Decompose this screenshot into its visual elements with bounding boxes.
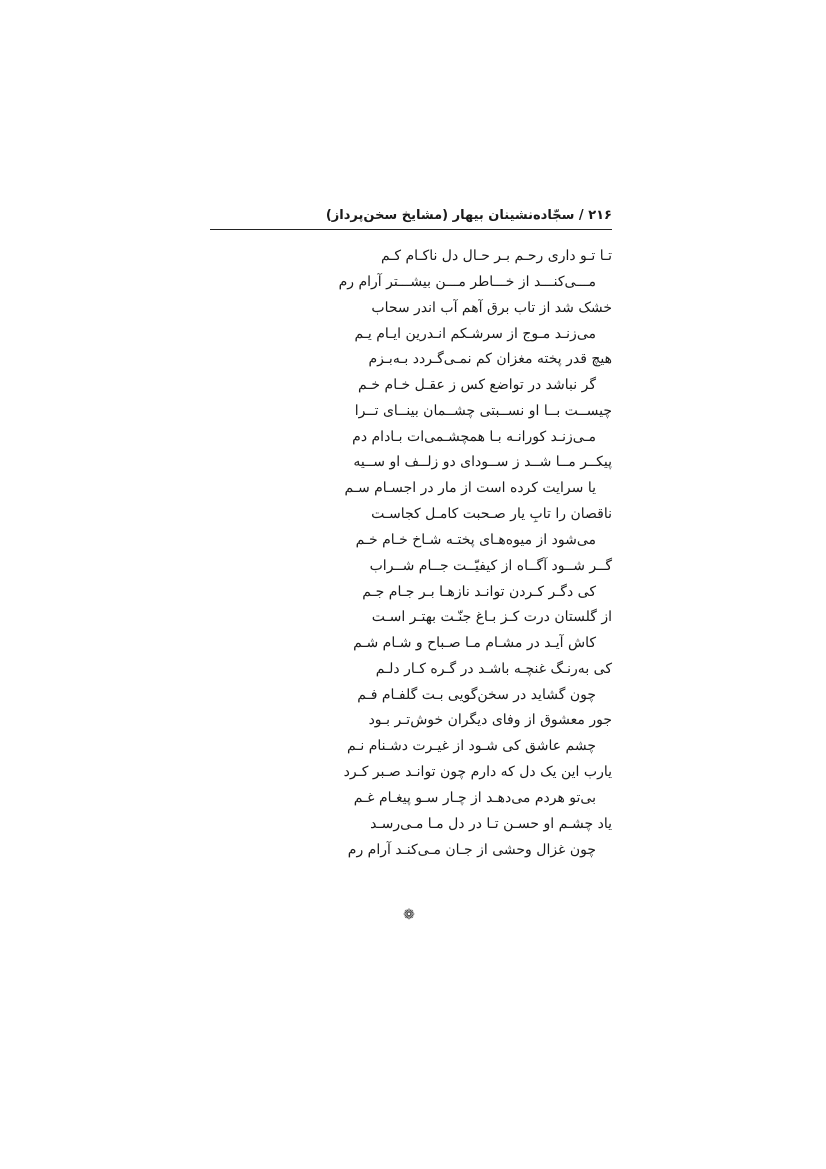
couplet [210,606,612,658]
hemistich-second: چون غزال وحشی از جـان مـی‌کنـد آرام رم [347,841,596,858]
couplet [210,400,612,452]
poem-body [210,245,612,864]
couplet [210,245,612,297]
couplet [210,709,612,761]
couplet [210,555,612,607]
hemistich-second: مـی‌زنـد کورانـه بـا همچشـمی‌ات بـادام دم [352,428,596,445]
hemistich-first: پیکــر مــا شــد ز ســودای دو زلــف او ســیه [353,454,612,471]
hemistich-first: جور معشوق از وفای دیگران خوش‌تـر بـود [368,712,612,729]
hemistich-first: از گلستان درت کـز بـاغ جنّـت بهتـر اسـت [371,609,612,626]
header-separator: / [574,208,589,223]
hemistich-second: یا سرایت کرده است از مار در اجسـام سـم [344,480,596,497]
hemistich-second: چشم عاشق کی شـود از غیـرت دشـنام نـم [346,738,596,755]
hemistich-second: مـــی‌کنـــد از خـــاطر مـــن بیشـــتر آرام رم [338,274,596,290]
running-header [210,206,612,228]
hemistich-second: کی دگـر کـردن توانـد نازهـا بـر جـام جـم [362,583,596,600]
hemistich-first: تـا تـو داری رحـم بـر حـال دل ناکـام کـم [380,248,612,264]
book-title: سجّاده‌نشینان بیهار (مشایخ سخن‌پرداز) [325,208,575,223]
hemistich-second: می‌زنـد مـوج از سرشـکم انـدرین ایـام یـم [354,325,596,342]
couplet [210,761,612,813]
hemistich-first: ناقصان را تابِ یار صـحبت کامـل کجاسـت [371,505,612,522]
couplet [210,503,612,555]
hemistich-first: هیچ قدر پخته مغزان کم نمـی‌گـردد بـه‌بـزم [368,351,612,368]
couplet [210,658,612,710]
couplet [210,297,612,349]
hemistich-second: چون گشاید در سخن‌گویی بـت گلفـام فـم [357,686,596,703]
page-number: ۲۱۶ [588,208,612,223]
couplet [210,813,612,865]
hemistich-first: چیســت بــا او نســبتی چشــمان بینــای تــرا [354,402,612,419]
section-ornament-icon: ❁ [403,907,415,923]
hemistich-second: گر نباشد در تواضع کس ز عقـل خـام خـم [358,377,596,394]
couplet [210,348,612,400]
hemistich-first: گــر شــود آگــاه از کیفیّــت جــام شــراب [369,557,612,574]
hemistich-first: خشک شد از تاب برق آهم آب اندر سحاب [371,299,612,316]
hemistich-second: می‌شود از میوه‌هـای پختـه شـاخ خـام خـم [355,531,596,548]
hemistich-first: یارب این یک دل که دارم چون توانـد صـبر کـرد [343,763,612,780]
hemistich-second: بی‌تو هردم می‌دهـد از چـار سـو پیغـام غـم [353,789,596,806]
hemistich-first: یاد چشـم او حسـن تـا در دل مـا مـی‌رسـد [370,815,612,832]
hemistich-first: کی به‌رنـگ غنچـه باشـد در گـره کـار دلـم [375,660,612,677]
couplet [210,451,612,503]
hemistich-second: کاش آیـد در مشـام مـا صـباح و شـام شـم [353,635,596,652]
header-rule [210,229,612,230]
